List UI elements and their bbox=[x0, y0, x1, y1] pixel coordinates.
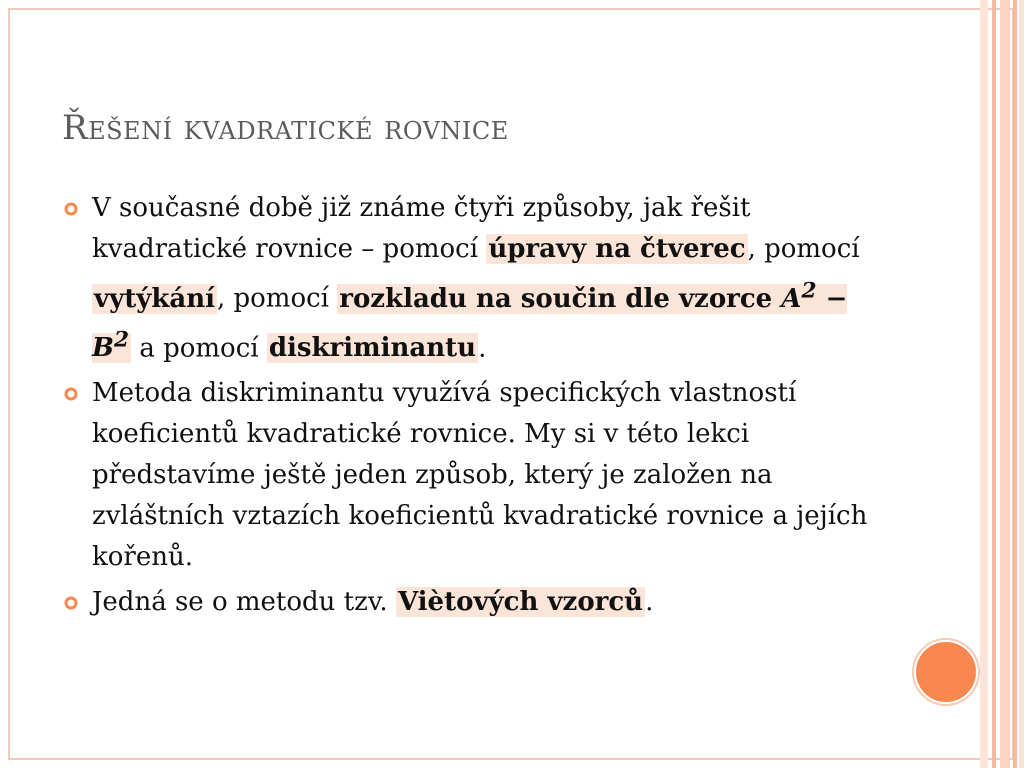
orange-ring-bullet-icon bbox=[64, 387, 78, 401]
bullet-item bbox=[62, 188, 892, 369]
formula-b: B bbox=[92, 333, 114, 364]
formula-minus: − bbox=[816, 283, 848, 314]
bullet-text: , pomocí bbox=[216, 283, 338, 314]
bullet-text: . bbox=[645, 587, 654, 618]
highlighted-term: Viètových vzorců bbox=[397, 587, 644, 618]
bullet-item bbox=[62, 373, 892, 578]
decor-stripe bbox=[1019, 0, 1024, 768]
bullet-text: , pomocí bbox=[747, 234, 860, 264]
highlighted-term: vytýkání bbox=[94, 283, 215, 314]
decor-stripe bbox=[1000, 0, 1010, 768]
orange-ring-bullet-icon bbox=[64, 596, 78, 610]
orange-circle-decoration bbox=[914, 640, 978, 704]
slide-title: Řešení kvadratické rovnice bbox=[62, 108, 509, 148]
bullet-text: V současné době již známe čtyři způsoby, jak řešit kvadratické rovnice – pomocí bbox=[92, 193, 751, 264]
highlighted-term: úpravy na čtverec bbox=[488, 234, 746, 264]
decor-stripe bbox=[992, 0, 996, 768]
formula-exponent: 2 bbox=[801, 278, 817, 303]
bullet-text: . bbox=[478, 333, 487, 364]
bullet-item bbox=[62, 582, 892, 623]
highlighted-term: diskriminantu bbox=[268, 333, 477, 364]
bullet-text: a pomocí bbox=[131, 333, 267, 364]
formula-a: A bbox=[781, 283, 802, 314]
decor-stripe bbox=[980, 0, 988, 768]
bullet-text: Metoda diskriminantu využívá specifických vlastností koeficientů kvadratické rovnice. My si v této lekci představíme ještě jeden způsob, který je založen na zvláštních vztazích koeficientů kvadratické rovnice a jejích kořenů. bbox=[92, 378, 868, 573]
slide-content bbox=[62, 188, 892, 627]
formula-label: rozkladu na součin dle vzorce bbox=[339, 283, 782, 314]
decor-stripe bbox=[1013, 0, 1017, 768]
formula-exponent: 2 bbox=[113, 327, 130, 353]
orange-ring-bullet-icon bbox=[64, 202, 78, 216]
bullet-text: Jedná se o metodu tzv. bbox=[92, 587, 396, 618]
